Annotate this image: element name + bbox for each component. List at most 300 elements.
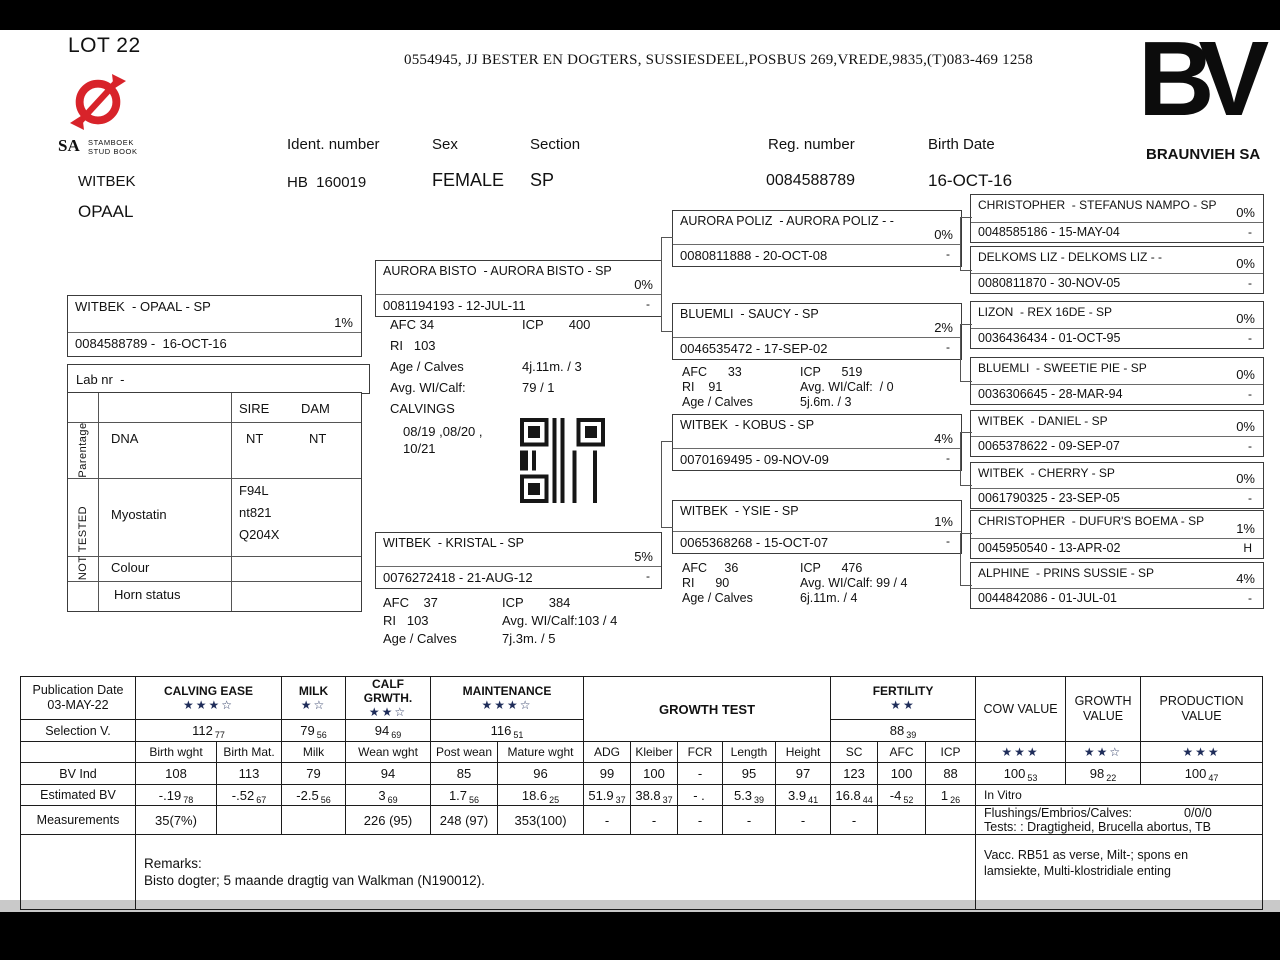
stat-label: AFC 33 [682, 365, 742, 379]
estimated-bv-value [431, 785, 498, 806]
value: 79 [300, 723, 315, 738]
studbook-line: STUD BOOK [88, 147, 138, 156]
calving-dates-line1: 08/19 ,08/20 , [403, 424, 483, 439]
vaccination-line1: Vacc. RB51 as verse, Milt-; spons en [984, 848, 1189, 862]
inbreeding-percent: 1% [1236, 521, 1255, 536]
star-rating: ★★ [890, 698, 916, 712]
panel-divider [98, 393, 99, 611]
group-label: GROWTH TEST [659, 701, 756, 717]
accuracy: 52 [903, 794, 914, 805]
inbreeding-percent: 0% [1236, 367, 1255, 382]
inbreeding-percent: 2% [934, 320, 953, 335]
stat-label: Age / Calves [383, 631, 457, 646]
estimated-bv-value [282, 785, 346, 806]
measurement-value: 248 (97) [431, 806, 498, 835]
pedigree-ggparent-box [970, 194, 1264, 243]
myostatin-label: Myostatin [111, 507, 167, 522]
registration-number: 0065378622 - 09-SEP-07 [978, 439, 1120, 453]
stat-label: CALVINGS [390, 401, 455, 416]
measurement-value: 226 (95) [346, 806, 431, 835]
selection-value [346, 720, 431, 742]
group-label: FERTILITY [872, 684, 934, 698]
accuracy: 47 [1208, 773, 1219, 783]
stat-label: AFC 37 [383, 595, 438, 610]
sire-stats [390, 317, 658, 422]
bv-ind-value: 100 [878, 763, 926, 785]
measurement-value [878, 806, 926, 835]
accuracy: 22 [1106, 773, 1117, 783]
colour-label: Colour [111, 560, 150, 575]
accuracy: 25 [549, 794, 560, 805]
group-growth-test [584, 677, 831, 742]
trait-header: Mature wght [498, 742, 584, 763]
accuracy: 44 [862, 794, 873, 805]
registration-number: 0080811870 - 30-NOV-05 [978, 276, 1121, 290]
group-calf-growth [346, 677, 431, 720]
bv-ind-value: 97 [776, 763, 831, 785]
status-flag: - [946, 247, 950, 261]
value: 112 [192, 723, 213, 738]
group-label: CALF GRWTH. [363, 677, 413, 705]
flushings-tests-cell [976, 806, 1263, 835]
trait-header: AFC [878, 742, 926, 763]
estimated-bv-value [584, 785, 631, 806]
accuracy: 53 [1027, 773, 1038, 783]
stat-value: Avg. WI/Calf: 99 / 4 [800, 576, 908, 590]
reg-number-value: 0084588789 [766, 172, 855, 189]
inbreeding-percent: 0% [634, 277, 653, 292]
granddam-stats [682, 561, 954, 606]
remarks-text: Bisto dogter; 5 maande dragtig van Walkman (N190012). [144, 873, 485, 888]
inbreeding-percent: 0% [1236, 311, 1255, 326]
registration-number: 0044842086 - 01-JUL-01 [978, 591, 1117, 605]
horn-status-label: Horn status [114, 587, 181, 602]
accuracy: 78 [183, 794, 194, 805]
pedigree-connector [960, 324, 972, 382]
col-cow-value: COW VALUE [976, 677, 1066, 742]
section-value: SP [530, 170, 555, 190]
registration-number: 0046535472 - 17-SEP-02 [680, 341, 828, 356]
ident-number-label: Ident. number [287, 136, 380, 153]
pedigree-connector [661, 237, 673, 332]
remarks-label: Remarks: [144, 856, 202, 871]
bv-ind-value: - [678, 763, 723, 785]
group-label: CALVING EASE [163, 684, 254, 698]
braunvieh-bv-logo: BV [1138, 20, 1254, 138]
trait-header: Length [723, 742, 776, 763]
empty-cell [21, 835, 136, 910]
vaccination-cell [976, 835, 1263, 910]
stat-value: Avg. WI/Calf:103 / 4 [502, 613, 618, 628]
measurement-value: 35(7%) [136, 806, 217, 835]
status-flag: - [1248, 225, 1252, 239]
star-rating: ★★★☆ [182, 698, 235, 712]
dna-sire-value: NT [246, 431, 264, 446]
qr-code [520, 418, 605, 503]
value: 1 [940, 787, 949, 803]
group-fertility [831, 677, 976, 720]
estimated-bv-value [631, 785, 678, 806]
stat-label: AFC 34 [390, 317, 435, 332]
production-value-index [1141, 763, 1263, 785]
estimated-bv-value [678, 785, 723, 806]
value: 18.6 [521, 787, 548, 803]
registration-number: 0048585186 - 15-MAY-04 [978, 225, 1120, 239]
value: 3 [378, 787, 386, 803]
trait-header: ADG [584, 742, 631, 763]
animal-name: ALPHINE - PRINS SUSSIE - SP [978, 566, 1155, 580]
stat-value: 6j.11m. / 4 [800, 591, 858, 605]
parentage-panel [67, 392, 362, 612]
animal-name: WITBEK - YSIE - SP [680, 504, 799, 518]
trait-header: Wean wght [346, 742, 431, 763]
status-flag: H [1243, 541, 1252, 555]
measurement-value: 353(100) [498, 806, 584, 835]
value: 38.8 [635, 787, 661, 803]
measurement-value: - [584, 806, 631, 835]
stamboek-studbook-label [88, 138, 138, 156]
inbreeding-percent: 0% [934, 227, 953, 242]
accuracy: 56 [316, 730, 327, 740]
pedigree-ggparent-box [970, 462, 1264, 509]
measurement-value [926, 806, 976, 835]
animal-name: WITBEK - KRISTAL - SP [383, 536, 524, 550]
in-vitro-cell: In Vitro [976, 785, 1263, 806]
accuracy: 26 [950, 794, 961, 805]
measurement-value: - [723, 806, 776, 835]
accuracy: 69 [391, 730, 402, 740]
estimated-bv-value [346, 785, 431, 806]
registration-number: 0036436434 - 01-OCT-95 [978, 331, 1121, 345]
animal-name: WITBEK - OPAAL - SP [75, 299, 211, 314]
pedigree-ggparent-box [970, 246, 1264, 294]
registration-number: 0061790325 - 23-SEP-05 [978, 491, 1120, 505]
col-production-value: PRODUCTION VALUE [1141, 677, 1263, 742]
estimated-bv-value [136, 785, 217, 806]
bv-ind-value: 99 [584, 763, 631, 785]
pedigree-connector [960, 432, 972, 486]
animal-name: CHRISTOPHER - DUFUR'S BOEMA - SP [978, 514, 1205, 528]
bv-ind-row-label: BV Ind [21, 763, 136, 785]
status-flag: - [1248, 439, 1252, 453]
trait-header: SC [831, 742, 878, 763]
pedigree-subject-box [67, 295, 362, 357]
reg-number-label: Reg. number [768, 136, 855, 153]
value: -2.5 [296, 787, 319, 803]
pedigree-granddam-box [672, 303, 962, 360]
growth-value-index [1066, 763, 1141, 785]
remarks-cell [136, 835, 976, 910]
star-rating: ★★☆ [368, 705, 408, 719]
group-maintenance [431, 677, 584, 720]
status-flag: - [946, 451, 950, 465]
panel-divider [231, 393, 232, 611]
myostatin-value: F94L [239, 483, 269, 498]
animal-name-line1: WITBEK [78, 173, 136, 190]
pedigree-ggparent-box [970, 562, 1264, 609]
value: 51.9 [588, 787, 614, 803]
pedigree-connector [960, 217, 972, 271]
pedigree-grandsire-box [672, 414, 962, 471]
measurements-row-label: Measurements [21, 806, 136, 835]
value: -4 [889, 787, 902, 803]
stat-label: Avg. WI/Calf: [390, 380, 466, 395]
group-label: MAINTENANCE [462, 684, 552, 698]
animal-name: CHRISTOPHER - STEFANUS NAMPO - SP [978, 198, 1217, 212]
pedigree-ggparent-box [970, 357, 1264, 405]
status-flag: - [1248, 591, 1252, 605]
pedigree-connector [661, 441, 673, 528]
registration-number: 0081194193 - 12-JUL-11 [383, 298, 526, 313]
animal-name-line2: OPAAL [78, 202, 134, 221]
animal-name: LIZON - REX 16DE - SP [978, 305, 1113, 319]
selection-value [282, 720, 346, 742]
stamboek-line: STAMBOEK [88, 138, 134, 147]
estimated-bv-value [878, 785, 926, 806]
pedigree-connector [960, 533, 972, 586]
performance-table [20, 676, 1262, 910]
accuracy: 41 [808, 794, 819, 805]
registration-number: 0080811888 - 20-OCT-08 [680, 248, 828, 263]
bv-ind-value: 79 [282, 763, 346, 785]
panel-divider [68, 581, 361, 582]
stat-label: RI 103 [390, 338, 436, 353]
value: 98 [1089, 766, 1105, 781]
stat-label: Age / Calves [682, 591, 753, 605]
value: -.19 [158, 787, 182, 803]
star-rating: ★★★ [1141, 742, 1263, 763]
bv-ind-value: 88 [926, 763, 976, 785]
accuracy: 39 [754, 794, 765, 805]
inbreeding-percent: 0% [1236, 419, 1255, 434]
vaccination-line2: lamsiekte, Multi-klostridiale enting [984, 864, 1171, 878]
status-flag: - [1248, 276, 1252, 290]
registration-number: 0036306645 - 28-MAR-94 [978, 387, 1123, 401]
stat-label: RI 103 [383, 613, 429, 628]
value: 94 [374, 723, 390, 738]
animal-name: BLUEMLI - SAUCY - SP [680, 307, 819, 321]
registration-number: 0045950540 - 13-APR-02 [978, 541, 1121, 555]
bv-ind-value: 100 [631, 763, 678, 785]
flushings-value: 0/0/0 [1184, 806, 1212, 820]
group-label: MILK [298, 684, 329, 698]
inbreeding-percent: 0% [1236, 205, 1255, 220]
trait-header: Kleiber [631, 742, 678, 763]
animal-name: WITBEK - CHERRY - SP [978, 466, 1115, 480]
cow-value-index [976, 763, 1066, 785]
stat-label: RI 90 [682, 576, 730, 590]
value: 88 [889, 723, 905, 738]
panel-divider [68, 478, 361, 479]
status-flag: - [646, 569, 650, 583]
value: -.52 [231, 787, 255, 803]
sire-column-header: SIRE [239, 401, 270, 416]
accuracy: 56 [320, 794, 331, 805]
birth-date-value: 16-OCT-16 [928, 171, 1013, 190]
measurement-value [217, 806, 282, 835]
animal-name: WITBEK - DANIEL - SP [978, 414, 1108, 428]
measurement-value [282, 806, 346, 835]
lab-nr-box: Lab nr - [67, 364, 370, 394]
col-growth-value: GROWTH VALUE [1066, 677, 1141, 742]
lot-number: LOT 22 [68, 34, 141, 57]
accuracy: 67 [256, 794, 267, 805]
stat-value: 5j.6m. / 3 [800, 395, 852, 409]
trait-header: Post wean [431, 742, 498, 763]
inbreeding-percent: 4% [934, 431, 953, 446]
animal-name: BLUEMLI - SWEETIE PIE - SP [978, 361, 1147, 375]
animal-name: AURORA BISTO - AURORA BISTO - SP [383, 264, 612, 278]
star-rating: ★★☆ [1066, 742, 1141, 763]
section-label: Section [530, 136, 581, 153]
bv-ind-value: 85 [431, 763, 498, 785]
bv-ind-value: 95 [723, 763, 776, 785]
pedigree-ggparent-box [970, 301, 1264, 349]
estimated-bv-row-label: Estimated BV [21, 785, 136, 806]
dam-column-header: DAM [301, 401, 330, 416]
value: 16.8 [835, 787, 861, 803]
estimated-bv-value [831, 785, 878, 806]
trait-header: Milk [282, 742, 346, 763]
status-flag: - [946, 534, 950, 548]
status-flag: - [1248, 387, 1252, 401]
pedigree-sire-box [375, 260, 662, 317]
accuracy: 37 [615, 794, 626, 805]
inbreeding-percent: 1% [334, 315, 353, 330]
status-flag: - [946, 340, 950, 354]
bv-ind-value: 96 [498, 763, 584, 785]
measurement-value: - [831, 806, 878, 835]
stat-value: 79 / 1 [522, 380, 555, 395]
star-rating: ★★★☆ [481, 698, 533, 712]
stat-value: ICP 400 [522, 317, 591, 332]
status-flag: - [646, 297, 650, 311]
pedigree-granddam-box [672, 500, 962, 554]
estimated-bv-value [776, 785, 831, 806]
registration-number: 0065368268 - 15-OCT-07 [680, 535, 829, 550]
status-flag: - [1248, 491, 1252, 505]
value: 5.3 [733, 787, 753, 803]
selection-value [431, 720, 584, 742]
measurement-value: - [776, 806, 831, 835]
flushings-line [984, 806, 1260, 820]
status-flag: - [1248, 331, 1252, 345]
sex-label: Sex [432, 136, 458, 153]
stat-value: Avg. WI/Calf: / 0 [800, 380, 894, 394]
estimated-bv-value [217, 785, 282, 806]
braunvieh-sa-label: BRAUNVIEH SA [1146, 146, 1261, 163]
ident-number-value: HB 160019 [287, 174, 367, 191]
publication-date-cell [21, 677, 136, 720]
stat-label: RI 91 [682, 380, 723, 394]
sa-stamboek-logo-icon [70, 72, 126, 132]
parentage-rotated-label: Parentage [77, 422, 89, 478]
value: 1.7 [448, 787, 468, 803]
measurement-value: - [678, 806, 723, 835]
stat-label: AFC 36 [682, 561, 739, 575]
trait-header: ICP [926, 742, 976, 763]
stat-value: 4j.11m. / 3 [522, 359, 582, 374]
pedigree-ggparent-box [970, 510, 1264, 559]
publication-date-label: Publication Date [32, 683, 124, 697]
group-calving-ease [136, 677, 282, 720]
dam-stats [383, 595, 658, 649]
stat-value: 7j.3m. / 5 [502, 631, 556, 646]
estimated-bv-value [498, 785, 584, 806]
pedigree-dam-box [375, 532, 662, 589]
accuracy: 77 [214, 730, 225, 740]
not-tested-rotated-label: NOT TESTED [77, 505, 89, 581]
star-rating: ★☆ [300, 698, 327, 712]
group-milk [282, 677, 346, 720]
value: 116 [490, 723, 512, 738]
granddam-stats [682, 365, 954, 410]
value: - . [693, 787, 705, 803]
sex-value: FEMALE [432, 170, 505, 190]
bv-ind-value: 113 [217, 763, 282, 785]
breeder-contact-line: 0554945, JJ BESTER EN DOGTERS, SUSSIESDEEL,POSBUS 269,VREDE,9835,(T)083-469 1258 [404, 52, 1033, 68]
bv-ind-value: 94 [346, 763, 431, 785]
stat-label: Age / Calves [390, 359, 464, 374]
value: 3.9 [787, 787, 807, 803]
inbreeding-percent: 1% [934, 514, 953, 529]
accuracy: 51 [513, 730, 524, 740]
empty-cell [21, 742, 136, 763]
star-rating: ★★★ [976, 742, 1066, 763]
stat-value: ICP 476 [800, 561, 863, 575]
value: 100 [1003, 766, 1026, 781]
panel-divider [68, 556, 361, 557]
animal-name: WITBEK - KOBUS - SP [680, 418, 815, 432]
myostatin-value: Q204X [239, 527, 280, 542]
dna-dam-value: NT [309, 431, 327, 446]
calving-dates-line2: 10/21 [403, 441, 436, 456]
flushings-label: Flushings/Embrios/Calves: [984, 806, 1133, 820]
trait-header: FCR [678, 742, 723, 763]
inbreeding-percent: 5% [634, 549, 653, 564]
stat-label: Age / Calves [682, 395, 753, 409]
publication-date-value: 03-MAY-22 [47, 698, 109, 712]
bv-ind-value: 108 [136, 763, 217, 785]
selection-value [831, 720, 976, 742]
selection-row-label: Selection V. [21, 720, 136, 742]
bv-ind-value: 123 [831, 763, 878, 785]
panel-divider [68, 422, 361, 423]
pedigree-ggparent-box [970, 410, 1264, 457]
stat-value: ICP 519 [800, 365, 863, 379]
accuracy: 69 [387, 794, 398, 805]
pedigree-grandsire-box [672, 210, 962, 267]
measurement-value: - [631, 806, 678, 835]
myostatin-value: nt821 [239, 505, 272, 520]
estimated-bv-value [926, 785, 976, 806]
registration-number: 0084588789 - 16-OCT-16 [75, 336, 227, 351]
registration-number: 0076272418 - 21-AUG-12 [383, 570, 533, 585]
value: 100 [1184, 766, 1207, 781]
sa-logo-text: SA [58, 136, 80, 155]
accuracy: 56 [469, 794, 480, 805]
estimated-bv-value [723, 785, 776, 806]
trait-header: Height [776, 742, 831, 763]
accuracy: 37 [662, 794, 673, 805]
accuracy: 39 [906, 730, 917, 740]
trait-header: Birth wght [136, 742, 217, 763]
inbreeding-percent: 0% [1236, 256, 1255, 271]
birth-date-label: Birth Date [928, 136, 995, 153]
animal-name: AURORA POLIZ - AURORA POLIZ - - [680, 214, 894, 228]
tests-line: Tests: : Dragtigheid, Brucella abortus, TB [984, 820, 1212, 834]
inbreeding-percent: 0% [1236, 471, 1255, 486]
